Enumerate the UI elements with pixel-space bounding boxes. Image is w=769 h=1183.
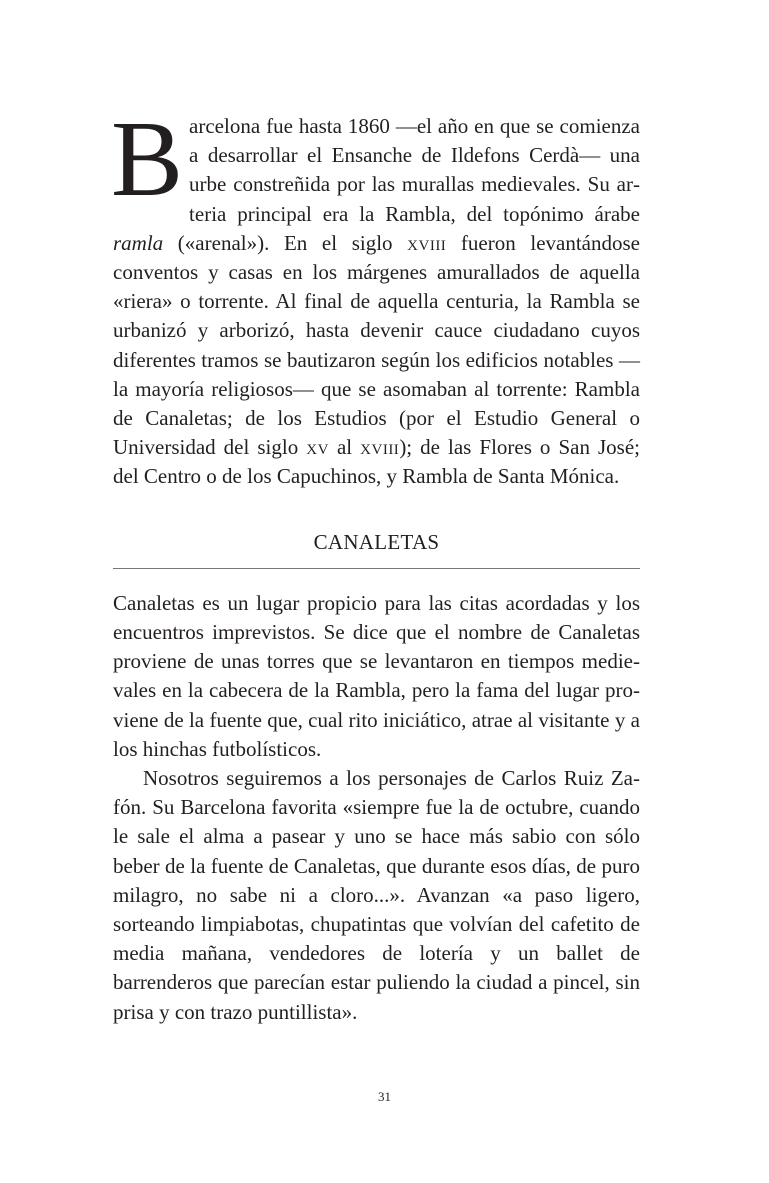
section-paragraph: Canaletas es un lugar propicio para las citas acordadas y los encuentros imprevistos. Se dice que el nombre de Canaletas proviene de unas torres que se levantaron en tiempos medievales en la cabecera de la Rambla, pero la fama del lugar proviene de la fuente que, cual rito iniciático, atrae al visitante y a los hinchas futbolísticos. (113, 590, 640, 761)
intro-text: («arenal»). En el siglo (163, 230, 408, 255)
intro-text: al (328, 435, 361, 460)
section-paragraph: Nosotros seguiremos a los personajes de Carlos Ruiz Zafón. Su Barcelona favorita «siempre fue la de octubre, cuando le sale el alma a pasear y uno se hace más sabio con sólo beber de la fuente de Canaletas, que durante esos días, de puro milagro, no sabe ni a cloro...». Avanzan «a paso ligero, sorteando limpiabotas, chupatintas que volvían del cafetito de media mañana, vendedores de lotería y un ballet de barrenderos que parecían estar puliendo la ciudad a pincel, sin prisa y con trazo puntillista». (113, 766, 640, 1024)
italic-term: ramla (113, 230, 164, 255)
page-number: 31 (378, 1089, 391, 1104)
page-body (111, 100, 641, 1027)
roman-numeral: xviii (407, 230, 447, 255)
drop-cap: B (111, 100, 184, 219)
intro-text: arcelona fue hasta 1860 —el año en que se comienza a desarrollar el Ensanche de Ildefons Cerdà— una urbe constreñida por las murallas medievales. Su arteria principal era la Rambla, del topónimo árabe (189, 114, 640, 226)
intro-text: fueron levantándose conventos y casas en los márgenes amurallados de aquella «riera» o torrente. Al final de aquella centuria, la Rambla se urbanizó y arborizó, hasta devenir cauce ciudadano cuyos diferentes tramos se bautizaron según los edificios notables —la mayoría religiosos— que se asomaban al torrente: Rambla de Canaletas; de los Estudios (por el Estudio General o Universidad del siglo (113, 230, 640, 460)
intro-paragraph (111, 100, 641, 492)
roman-numeral: xv (306, 435, 329, 460)
intro-text: ); de las Flores o San José; del Centro o de los Capuchinos, y Rambla de Santa Mónica. (113, 435, 641, 489)
section-body (113, 589, 640, 1027)
section-heading: CANALETAS (113, 528, 640, 569)
roman-numeral: xviii (360, 435, 400, 460)
